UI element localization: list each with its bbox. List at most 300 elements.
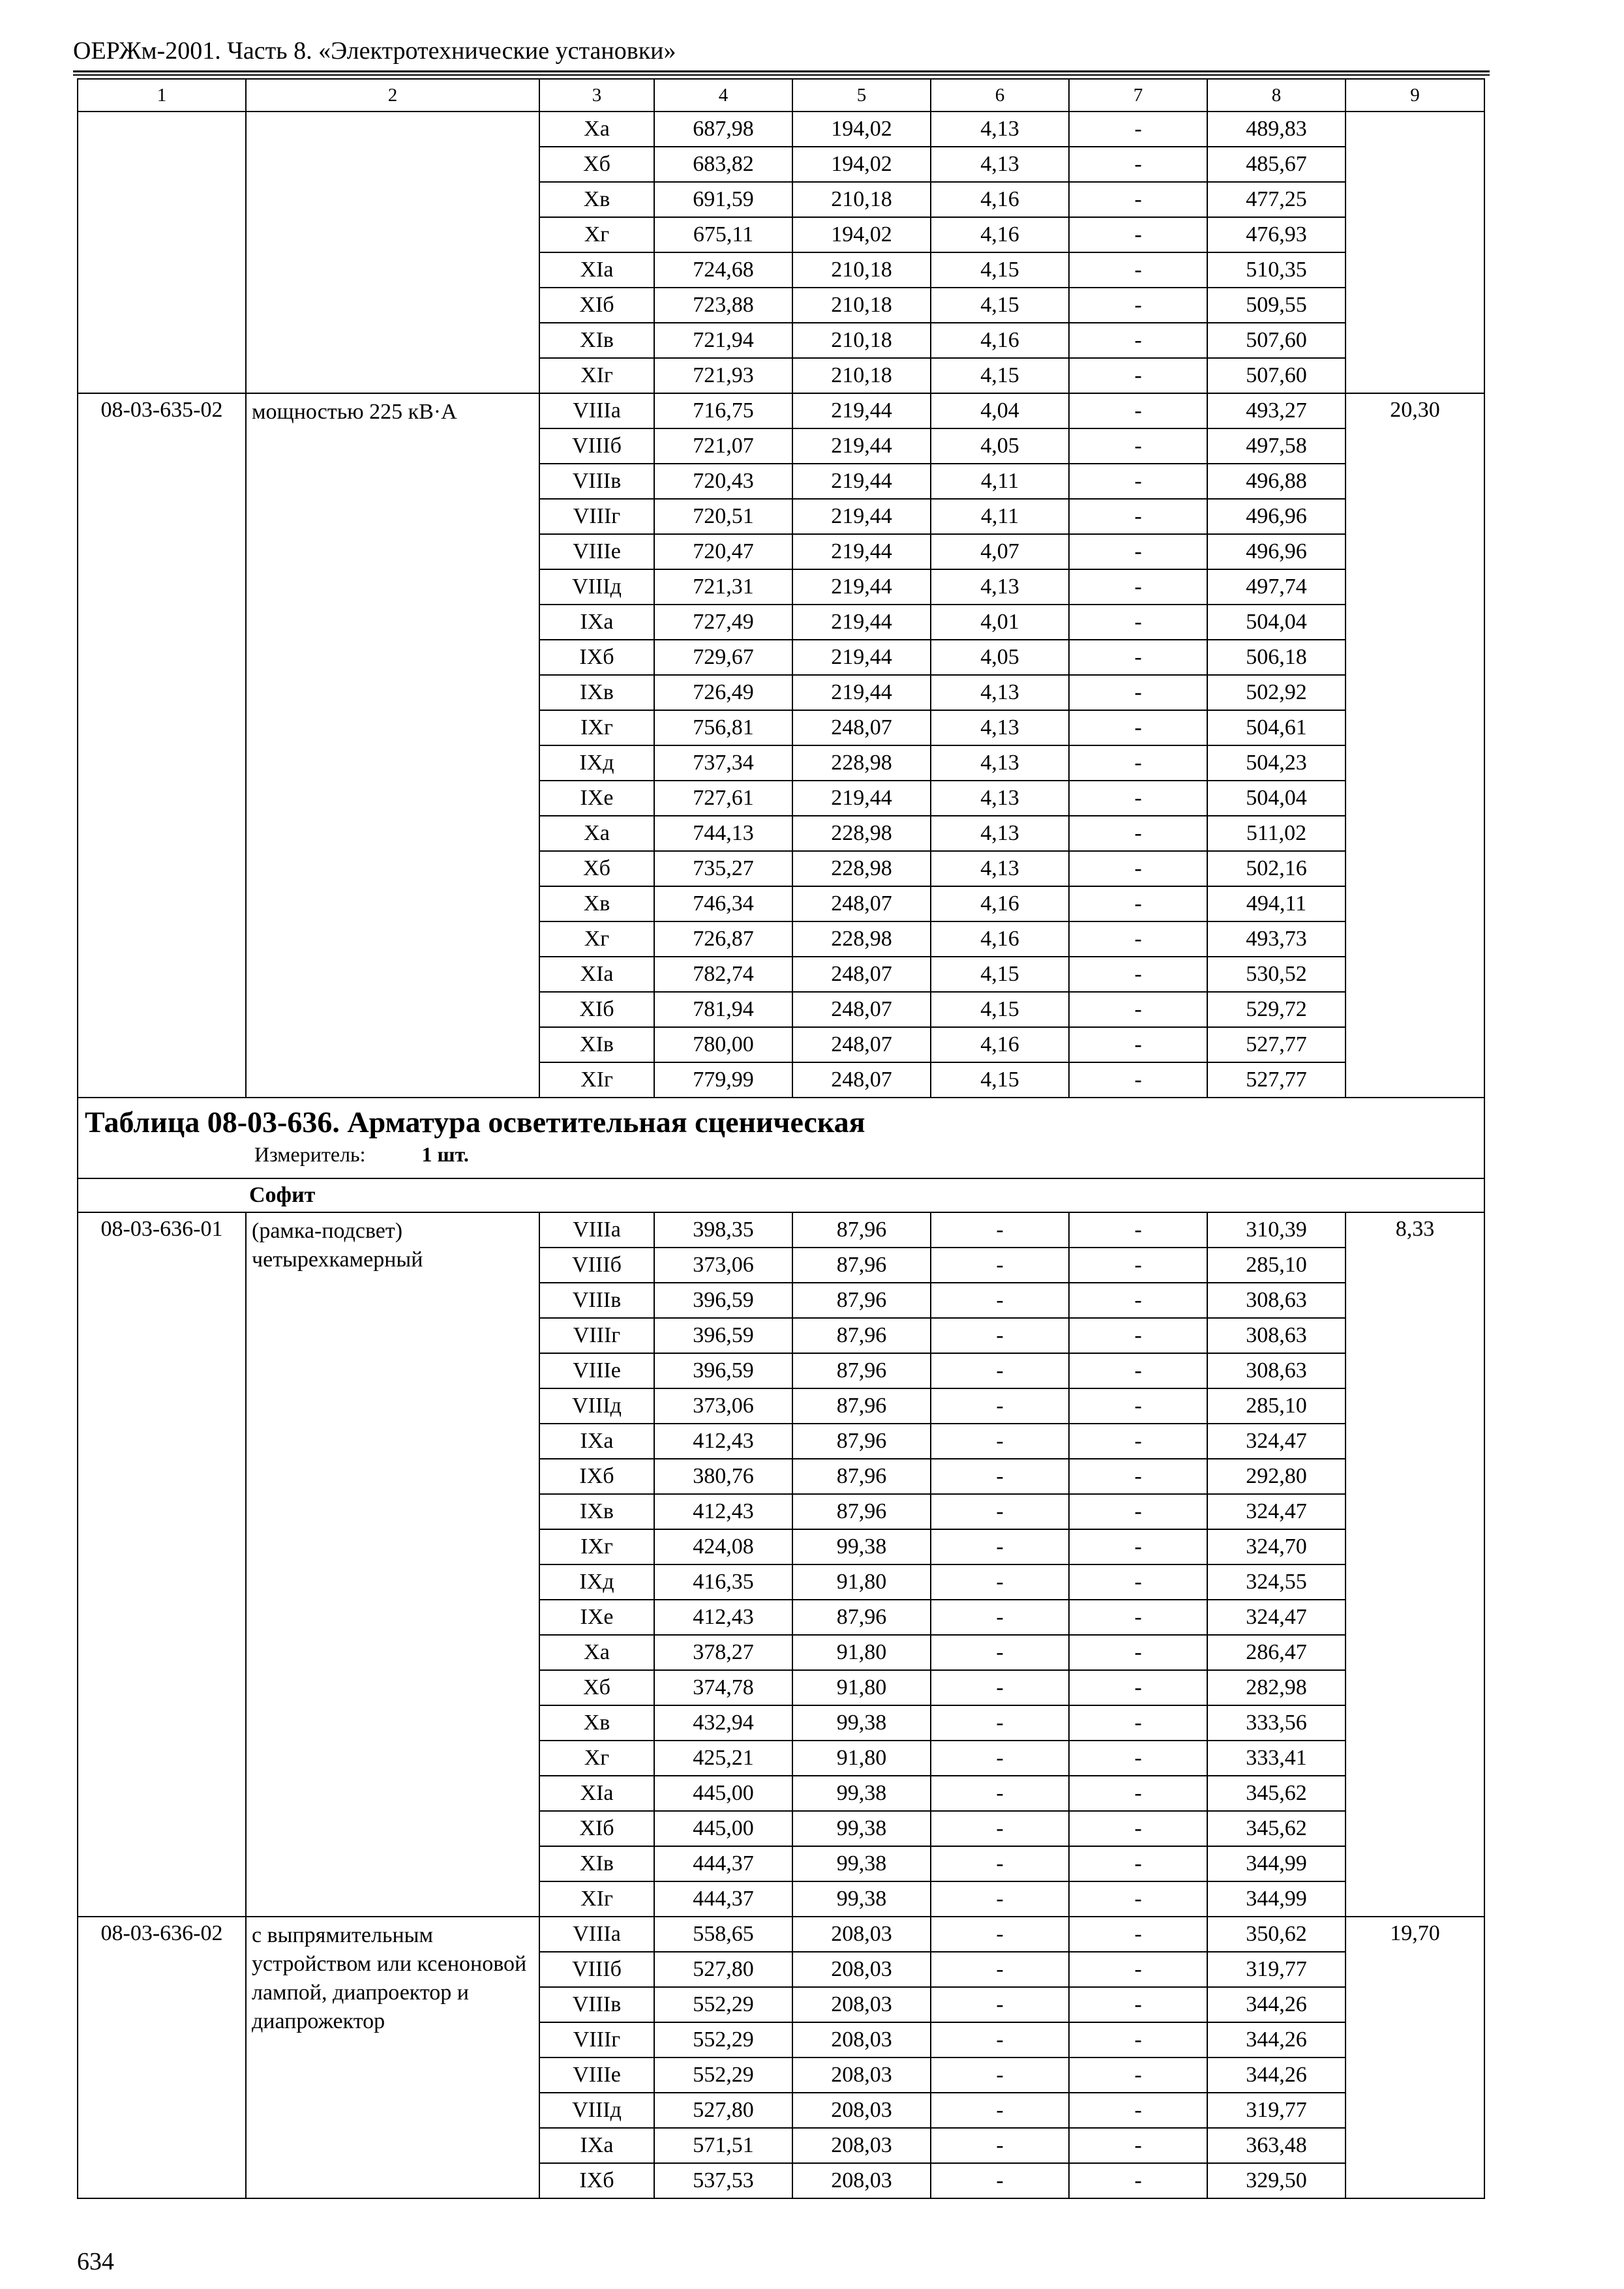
total-cost: 380,76 <box>654 1459 792 1494</box>
materials-cost: 329,50 <box>1207 2163 1346 2198</box>
materials-cost: 497,74 <box>1207 569 1346 605</box>
column-number: 3 <box>539 79 654 112</box>
region-zone: VIIIг <box>539 2022 654 2057</box>
driver-wages: - <box>1069 1353 1207 1388</box>
machine-cost: 4,13 <box>931 816 1069 851</box>
column-number: 4 <box>654 79 792 112</box>
total-cost: 723,88 <box>654 288 792 323</box>
labor-cost: 99,38 <box>792 1776 931 1811</box>
total-cost: 735,27 <box>654 851 792 886</box>
region-zone: IXд <box>539 1564 654 1600</box>
region-zone: IXа <box>539 605 654 640</box>
labor-cost: 219,44 <box>792 781 931 816</box>
region-zone: VIIIа <box>539 393 654 428</box>
region-zone: Xа <box>539 112 654 147</box>
total-cost: 726,87 <box>654 921 792 957</box>
labor-cost: 208,03 <box>792 2057 931 2093</box>
region-zone: XIб <box>539 288 654 323</box>
driver-wages: - <box>1069 1776 1207 1811</box>
total-cost: 552,29 <box>654 2022 792 2057</box>
labor-cost: 219,44 <box>792 464 931 499</box>
total-cost: 378,27 <box>654 1635 792 1670</box>
driver-wages: - <box>1069 781 1207 816</box>
machine-cost: - <box>931 1635 1069 1670</box>
materials-cost: 527,77 <box>1207 1027 1346 1062</box>
subheader-label: Софит <box>249 1183 316 1207</box>
region-zone: VIIIб <box>539 428 654 464</box>
materials-cost: 308,63 <box>1207 1318 1346 1353</box>
region-zone: XIб <box>539 1811 654 1846</box>
region-zone: XIв <box>539 323 654 358</box>
materials-cost: 502,92 <box>1207 675 1346 710</box>
driver-wages: - <box>1069 252 1207 288</box>
materials-cost: 333,56 <box>1207 1705 1346 1741</box>
materials-cost: 292,80 <box>1207 1459 1346 1494</box>
total-cost: 721,07 <box>654 428 792 464</box>
machine-cost: 4,01 <box>931 605 1069 640</box>
materials-cost: 363,48 <box>1207 2128 1346 2163</box>
machine-cost: - <box>931 1388 1069 1424</box>
total-cost: 444,37 <box>654 1846 792 1881</box>
machine-cost: - <box>931 1917 1069 1952</box>
labor-cost: 228,98 <box>792 745 931 781</box>
machine-cost: 4,16 <box>931 886 1069 921</box>
region-zone: VIIIа <box>539 1212 654 1248</box>
total-cost: 729,67 <box>654 640 792 675</box>
driver-wages: - <box>1069 710 1207 745</box>
machine-cost: 4,05 <box>931 640 1069 675</box>
labor-cost: 87,96 <box>792 1600 931 1635</box>
materials-cost: 476,93 <box>1207 217 1346 252</box>
machine-cost: 4,15 <box>931 1062 1069 1098</box>
materials-cost: 344,26 <box>1207 2022 1346 2057</box>
region-zone: XIг <box>539 358 654 393</box>
labor-cost: 194,02 <box>792 217 931 252</box>
region-zone: IXе <box>539 1600 654 1635</box>
machine-cost: - <box>931 1424 1069 1459</box>
total-cost: 571,51 <box>654 2128 792 2163</box>
labor-cost: 219,44 <box>792 675 931 710</box>
labor-cost: 208,03 <box>792 2093 931 2128</box>
machine-cost: - <box>931 1494 1069 1529</box>
materials-cost: 319,77 <box>1207 2093 1346 2128</box>
materials-cost: 507,60 <box>1207 358 1346 393</box>
machine-cost: 4,16 <box>931 921 1069 957</box>
labor-cost: 208,03 <box>792 1987 931 2022</box>
driver-wages: - <box>1069 1670 1207 1705</box>
resource-code <box>78 112 246 393</box>
region-zone: IXд <box>539 745 654 781</box>
total-cost: 716,75 <box>654 393 792 428</box>
machine-cost: 4,16 <box>931 323 1069 358</box>
column-number: 1 <box>78 79 246 112</box>
region-zone: Xб <box>539 1670 654 1705</box>
region-zone: VIIIе <box>539 2057 654 2093</box>
total-cost: 737,34 <box>654 745 792 781</box>
labor-cost: 248,07 <box>792 1062 931 1098</box>
total-cost: 720,47 <box>654 534 792 569</box>
driver-wages: - <box>1069 1952 1207 1987</box>
total-cost: 396,59 <box>654 1318 792 1353</box>
total-cost: 373,06 <box>654 1388 792 1424</box>
region-zone: IXа <box>539 2128 654 2163</box>
materials-cost: 506,18 <box>1207 640 1346 675</box>
region-zone: Xа <box>539 816 654 851</box>
driver-wages: - <box>1069 1600 1207 1635</box>
machine-cost: - <box>931 1353 1069 1388</box>
labor-hours: 20,30 <box>1346 393 1484 1098</box>
total-cost: 727,61 <box>654 781 792 816</box>
driver-wages: - <box>1069 1635 1207 1670</box>
materials-cost: 344,26 <box>1207 1987 1346 2022</box>
materials-cost: 504,61 <box>1207 710 1346 745</box>
total-cost: 780,00 <box>654 1027 792 1062</box>
materials-cost: 333,41 <box>1207 1741 1346 1776</box>
materials-cost: 504,04 <box>1207 781 1346 816</box>
driver-wages: - <box>1069 886 1207 921</box>
machine-cost: 4,16 <box>931 1027 1069 1062</box>
machine-cost: 4,15 <box>931 358 1069 393</box>
region-zone: Xв <box>539 1705 654 1741</box>
region-zone: IXг <box>539 710 654 745</box>
labor-cost: 228,98 <box>792 816 931 851</box>
region-zone: XIг <box>539 1881 654 1917</box>
total-cost: 398,35 <box>654 1212 792 1248</box>
page-header: ОЕРЖм-2001. Часть 8. «Электротехнические установки» <box>73 37 676 65</box>
machine-cost: 4,13 <box>931 675 1069 710</box>
driver-wages: - <box>1069 1388 1207 1424</box>
region-zone: VIIIг <box>539 1318 654 1353</box>
region-zone: IXб <box>539 1459 654 1494</box>
materials-cost: 530,52 <box>1207 957 1346 992</box>
machine-cost: - <box>931 1846 1069 1881</box>
materials-cost: 324,47 <box>1207 1424 1346 1459</box>
materials-cost: 493,27 <box>1207 393 1346 428</box>
materials-cost: 324,47 <box>1207 1600 1346 1635</box>
total-cost: 445,00 <box>654 1776 792 1811</box>
total-cost: 425,21 <box>654 1741 792 1776</box>
region-zone: IXв <box>539 675 654 710</box>
driver-wages: - <box>1069 1062 1207 1098</box>
labor-cost: 87,96 <box>792 1388 931 1424</box>
labor-cost: 210,18 <box>792 323 931 358</box>
driver-wages: - <box>1069 675 1207 710</box>
region-zone: IXг <box>539 1529 654 1564</box>
machine-cost: 4,13 <box>931 569 1069 605</box>
driver-wages: - <box>1069 1881 1207 1917</box>
labor-cost: 228,98 <box>792 921 931 957</box>
driver-wages: - <box>1069 393 1207 428</box>
driver-wages: - <box>1069 217 1207 252</box>
machine-cost: - <box>931 1459 1069 1494</box>
driver-wages: - <box>1069 2057 1207 2093</box>
subheader-cell <box>78 1178 1484 1212</box>
labor-hours <box>1346 112 1484 393</box>
driver-wages: - <box>1069 428 1207 464</box>
column-number: 7 <box>1069 79 1207 112</box>
column-number-row <box>78 79 1484 112</box>
materials-cost: 496,96 <box>1207 534 1346 569</box>
driver-wages: - <box>1069 640 1207 675</box>
labor-cost: 248,07 <box>792 710 931 745</box>
labor-cost: 219,44 <box>792 393 931 428</box>
total-cost: 527,80 <box>654 1952 792 1987</box>
measure-label: Измеритель: <box>254 1143 366 1166</box>
column-number: 8 <box>1207 79 1346 112</box>
region-zone: XIв <box>539 1846 654 1881</box>
machine-cost: - <box>931 1881 1069 1917</box>
total-cost: 412,43 <box>654 1600 792 1635</box>
materials-cost: 344,26 <box>1207 2057 1346 2093</box>
total-cost: 432,94 <box>654 1705 792 1741</box>
labor-cost: 99,38 <box>792 1846 931 1881</box>
materials-cost: 511,02 <box>1207 816 1346 851</box>
total-cost: 444,37 <box>654 1881 792 1917</box>
region-zone: Xг <box>539 921 654 957</box>
labor-cost: 208,03 <box>792 2163 931 2198</box>
region-zone: VIIIд <box>539 1388 654 1424</box>
resource-name: мощностью 225 кВ·А <box>246 393 539 1098</box>
machine-cost: 4,07 <box>931 534 1069 569</box>
region-zone: VIIIе <box>539 534 654 569</box>
materials-cost: 319,77 <box>1207 1952 1346 1987</box>
driver-wages: - <box>1069 1741 1207 1776</box>
total-cost: 552,29 <box>654 2057 792 2093</box>
driver-wages: - <box>1069 816 1207 851</box>
table-title-block <box>78 1098 1484 1178</box>
labor-cost: 210,18 <box>792 358 931 393</box>
materials-cost: 324,47 <box>1207 1494 1346 1529</box>
region-zone: VIIIв <box>539 464 654 499</box>
materials-cost: 504,04 <box>1207 605 1346 640</box>
driver-wages: - <box>1069 2022 1207 2057</box>
machine-cost: - <box>931 1318 1069 1353</box>
resource-code: 08-03-636-02 <box>78 1917 246 2198</box>
region-zone: IXе <box>539 781 654 816</box>
labor-cost: 219,44 <box>792 428 931 464</box>
region-zone: XIб <box>539 992 654 1027</box>
labor-cost: 210,18 <box>792 182 931 217</box>
header-rule-secondary <box>73 74 1490 76</box>
region-zone: XIг <box>539 1062 654 1098</box>
region-zone: Xб <box>539 147 654 182</box>
table-row <box>78 112 1484 147</box>
machine-cost: 4,15 <box>931 288 1069 323</box>
labor-cost: 87,96 <box>792 1283 931 1318</box>
labor-cost: 194,02 <box>792 112 931 147</box>
machine-cost: - <box>931 1811 1069 1846</box>
driver-wages: - <box>1069 851 1207 886</box>
labor-cost: 87,96 <box>792 1424 931 1459</box>
materials-cost: 345,62 <box>1207 1811 1346 1846</box>
materials-cost: 496,88 <box>1207 464 1346 499</box>
driver-wages: - <box>1069 1529 1207 1564</box>
driver-wages: - <box>1069 2128 1207 2163</box>
materials-cost: 324,55 <box>1207 1564 1346 1600</box>
driver-wages: - <box>1069 323 1207 358</box>
driver-wages: - <box>1069 534 1207 569</box>
driver-wages: - <box>1069 1705 1207 1741</box>
region-zone: VIIIб <box>539 1952 654 1987</box>
total-cost: 724,68 <box>654 252 792 288</box>
machine-cost: 4,13 <box>931 851 1069 886</box>
subheader-row <box>78 1178 1484 1212</box>
machine-cost: 4,16 <box>931 217 1069 252</box>
machine-cost: - <box>931 1776 1069 1811</box>
labor-cost: 87,96 <box>792 1248 931 1283</box>
driver-wages: - <box>1069 358 1207 393</box>
region-zone: VIIIв <box>539 1987 654 2022</box>
materials-cost: 286,47 <box>1207 1635 1346 1670</box>
labor-cost: 99,38 <box>792 1811 931 1846</box>
region-zone: Xг <box>539 1741 654 1776</box>
measure-line <box>85 1141 1477 1167</box>
machine-cost: 4,13 <box>931 112 1069 147</box>
machine-cost: 4,13 <box>931 147 1069 182</box>
price-table <box>77 78 1485 2199</box>
materials-cost: 285,10 <box>1207 1248 1346 1283</box>
driver-wages: - <box>1069 2163 1207 2198</box>
total-cost: 373,06 <box>654 1248 792 1283</box>
materials-cost: 493,73 <box>1207 921 1346 957</box>
total-cost: 727,49 <box>654 605 792 640</box>
total-cost: 781,94 <box>654 992 792 1027</box>
machine-cost: - <box>931 2022 1069 2057</box>
driver-wages: - <box>1069 2093 1207 2128</box>
driver-wages: - <box>1069 1494 1207 1529</box>
driver-wages: - <box>1069 992 1207 1027</box>
driver-wages: - <box>1069 112 1207 147</box>
region-zone: Xв <box>539 182 654 217</box>
machine-cost: 4,15 <box>931 992 1069 1027</box>
materials-cost: 496,96 <box>1207 499 1346 534</box>
labor-cost: 87,96 <box>792 1494 931 1529</box>
region-zone: IXб <box>539 640 654 675</box>
materials-cost: 485,67 <box>1207 147 1346 182</box>
machine-cost: 4,13 <box>931 781 1069 816</box>
driver-wages: - <box>1069 1811 1207 1846</box>
labor-cost: 91,80 <box>792 1741 931 1776</box>
table-title-row <box>78 1098 1484 1178</box>
driver-wages: - <box>1069 1212 1207 1248</box>
machine-cost: - <box>931 1529 1069 1564</box>
total-cost: 675,11 <box>654 217 792 252</box>
machine-cost: - <box>931 2093 1069 2128</box>
materials-cost: 285,10 <box>1207 1388 1346 1424</box>
materials-cost: 308,63 <box>1207 1353 1346 1388</box>
labor-cost: 91,80 <box>792 1635 931 1670</box>
machine-cost: - <box>931 1987 1069 2022</box>
machine-cost: 4,13 <box>931 710 1069 745</box>
machine-cost: 4,04 <box>931 393 1069 428</box>
labor-cost: 91,80 <box>792 1670 931 1705</box>
total-cost: 527,80 <box>654 2093 792 2128</box>
region-zone: VIIIа <box>539 1917 654 1952</box>
labor-cost: 87,96 <box>792 1212 931 1248</box>
driver-wages: - <box>1069 182 1207 217</box>
labor-cost: 219,44 <box>792 605 931 640</box>
resource-name: с выпрямительным устройством или ксеноновой лампой, диапроектор и диапрожектор <box>246 1917 539 2198</box>
resource-name: (рамка-подсвет) четырехкамерный <box>246 1212 539 1917</box>
materials-cost: 477,25 <box>1207 182 1346 217</box>
driver-wages: - <box>1069 1987 1207 2022</box>
driver-wages: - <box>1069 921 1207 957</box>
machine-cost: 4,15 <box>931 957 1069 992</box>
driver-wages: - <box>1069 1917 1207 1952</box>
machine-cost: - <box>931 1705 1069 1741</box>
region-zone: VIIIд <box>539 2093 654 2128</box>
column-number: 5 <box>792 79 931 112</box>
driver-wages: - <box>1069 499 1207 534</box>
materials-cost: 308,63 <box>1207 1283 1346 1318</box>
labor-cost: 248,07 <box>792 886 931 921</box>
table-title: Таблица 08-03-636. Арматура осветительная сценическая <box>85 1105 865 1139</box>
machine-cost: - <box>931 1212 1069 1248</box>
labor-cost: 208,03 <box>792 1917 931 1952</box>
region-zone: VIIIд <box>539 569 654 605</box>
region-zone: VIIIг <box>539 499 654 534</box>
labor-cost: 208,03 <box>792 1952 931 1987</box>
total-cost: 726,49 <box>654 675 792 710</box>
driver-wages: - <box>1069 957 1207 992</box>
total-cost: 396,59 <box>654 1353 792 1388</box>
price-table-body <box>78 79 1484 2198</box>
region-zone: Xа <box>539 1635 654 1670</box>
total-cost: 687,98 <box>654 112 792 147</box>
labor-hours: 8,33 <box>1346 1212 1484 1917</box>
region-zone: Xб <box>539 851 654 886</box>
labor-cost: 87,96 <box>792 1318 931 1353</box>
total-cost: 721,31 <box>654 569 792 605</box>
labor-cost: 87,96 <box>792 1459 931 1494</box>
resource-code: 08-03-635-02 <box>78 393 246 1098</box>
total-cost: 746,34 <box>654 886 792 921</box>
labor-cost: 210,18 <box>792 252 931 288</box>
labor-cost: 87,96 <box>792 1353 931 1388</box>
total-cost: 779,99 <box>654 1062 792 1098</box>
driver-wages: - <box>1069 1248 1207 1283</box>
driver-wages: - <box>1069 1318 1207 1353</box>
materials-cost: 344,99 <box>1207 1881 1346 1917</box>
machine-cost: - <box>931 1248 1069 1283</box>
labor-cost: 248,07 <box>792 992 931 1027</box>
materials-cost: 507,60 <box>1207 323 1346 358</box>
header-rule <box>73 70 1490 72</box>
driver-wages: - <box>1069 745 1207 781</box>
page-number: 634 <box>77 2248 114 2275</box>
labor-cost: 219,44 <box>792 499 931 534</box>
total-cost: 756,81 <box>654 710 792 745</box>
labor-cost: 99,38 <box>792 1529 931 1564</box>
region-zone: Xг <box>539 217 654 252</box>
labor-cost: 91,80 <box>792 1564 931 1600</box>
machine-cost: 4,16 <box>931 182 1069 217</box>
labor-cost: 99,38 <box>792 1705 931 1741</box>
labor-cost: 99,38 <box>792 1881 931 1917</box>
machine-cost: 4,13 <box>931 745 1069 781</box>
total-cost: 720,43 <box>654 464 792 499</box>
labor-cost: 228,98 <box>792 851 931 886</box>
column-number: 2 <box>246 79 539 112</box>
driver-wages: - <box>1069 464 1207 499</box>
region-zone: XIв <box>539 1027 654 1062</box>
materials-cost: 494,11 <box>1207 886 1346 921</box>
labor-cost: 219,44 <box>792 640 931 675</box>
labor-cost: 208,03 <box>792 2128 931 2163</box>
measure-value: 1 шт. <box>421 1143 469 1166</box>
driver-wages: - <box>1069 1027 1207 1062</box>
resource-code: 08-03-636-01 <box>78 1212 246 1917</box>
